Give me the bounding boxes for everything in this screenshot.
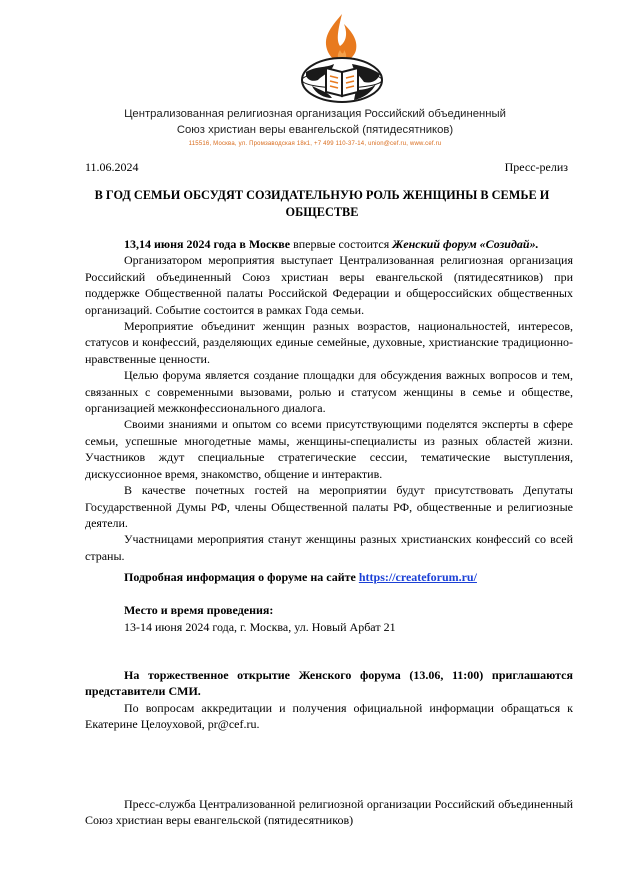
release-date: 11.06.2024 <box>85 160 139 174</box>
press-release-body <box>85 236 573 564</box>
media-invitation <box>85 667 573 733</box>
site-label: Подробная информация о форуме на сайте <box>124 570 359 584</box>
participants-paragraph: Участницами мероприятия станут женщины разных христианских конфессий со всей страны. <box>85 532 573 563</box>
experts-paragraph: Своими знаниями и опытом со всеми присутствующими поделятся эксперты в сфере семьи, успешные многодетные мамы, женщины-специалисты из разных областей жизни. Участников ждут специальные стратегические сессии, тематические выступления, дискуссионное время, знакомство, общение и интерактив. <box>85 417 573 481</box>
lead-date-location: 13,14 июня 2024 года в Москве <box>124 237 291 251</box>
forum-name: Женский форум «Созидай». <box>392 237 539 251</box>
organization-name-line2: Союз христиан веры евангельской (пятидесятников) <box>176 124 454 136</box>
venue-details: 13-14 июня 2024 года, г. Москва, ул. Новый Арбат 21 <box>124 620 396 634</box>
organization-name-line1: Централизованная религиозная организация Российский объединенный <box>124 108 506 120</box>
venue-heading: Место и время проведения: <box>124 603 274 617</box>
forum-site-link[interactable]: https://createforum.ru/ <box>358 570 477 584</box>
accreditation-contact: По вопросам аккредитации и получения официальной информации обращаться к Екатерине Целоуховой, pr@cef.ru. <box>85 700 573 732</box>
signature-text: Пресс-служба Централизованной религиозной организации Российский объединенный Союз христиан веры евангельской (пятидесятников) <box>85 797 573 828</box>
document-type: Пресс-релиз <box>504 160 568 174</box>
organization-address: 115516, Москва, ул. Промзаводская 18к1, +7 499 110-37-14, union@cef.ru, www.cef.ru <box>188 141 442 147</box>
forum-site-info <box>124 570 477 585</box>
lead-text: впервые состоится <box>290 237 393 251</box>
book-icon <box>326 68 358 96</box>
audience-paragraph: Мероприятие объединит женщин разных возрастов, национальностей, интересов, статусов и конфессий, разделяющих единые семейные, духовные, христианские традиционно-нравственные ценности. <box>85 319 573 366</box>
guests-paragraph: В качестве почетных гостей на мероприятии будут присутствовать Депутаты Государственной Думы РФ, члены Общественной палаты РФ, общественные и религиозные деятели. <box>85 483 573 530</box>
goal-paragraph: Целью форума является создание площадки для обсуждения важных вопросов и тем, связанных с современными вызовами, ролью и статусом женщины в семье и обществе, организацией межконфессионального диалога. <box>85 368 573 416</box>
lead-paragraph <box>85 236 573 252</box>
media-invite-text: На торжественное открытие Женского форума (13.06, 11:00) приглашаются представители СМИ. <box>85 668 573 699</box>
organizer-paragraph: Организатором мероприятия выступает Централизованная религиозная организация Российский объединенный Союз христиан веры евангельской (пятидесятников) при поддержке Общественной палаты Российской Федерации и общероссийских общественных организаций. Событие состоится в рамках Года семьи. <box>85 253 573 317</box>
press-service-signature <box>85 796 573 829</box>
press-release-title: В ГОД СЕМЬИ ОБСУДЯТ СОЗИДАТЕЛЬНУЮ РОЛЬ ЖЕНЩИНЫ В СЕМЬЕ И ОБЩЕСТВЕ <box>94 188 550 219</box>
organization-logo <box>282 10 402 106</box>
